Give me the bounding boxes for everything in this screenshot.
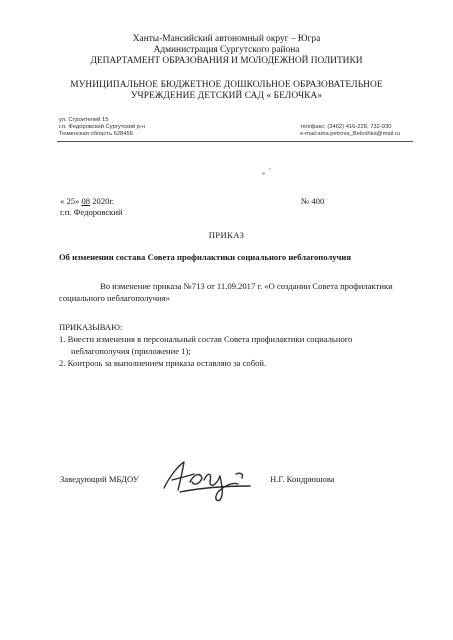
order-place: г.п. Федоровский (60, 207, 123, 217)
order-item-1-line1: 1. Внести изменения в персональный состав Совета профилактики социального (59, 334, 353, 344)
date-day: 25 (66, 196, 76, 206)
order-number: № 400 (301, 196, 325, 206)
header-department: ДЕПАРТАМЕНТ ОБРАЗОВАНИЯ И МОЛОДЕЖНОЙ ПОЛИТИКИ (90, 56, 363, 66)
order-command: ПРИКАЗЫВАЮ: (59, 322, 123, 332)
order-item-2: 2. Контроль за выполнением приказа оставляю за собой. (59, 358, 267, 368)
address-street: ул. Строителей 15 (59, 117, 109, 123)
address-town: г.п. Федоровский Сургутский р-н (59, 124, 146, 130)
contact-phone: тел/факс: (3462) 416-228, 732-930 (300, 124, 392, 130)
date-quote-close: » (75, 196, 80, 206)
order-title: ПРИКАЗ (208, 230, 245, 240)
date-month: 08 (81, 196, 91, 206)
scan-speck (269, 168, 271, 170)
header-administration: Администрация Сургутского района (153, 45, 300, 55)
preamble-line1: Во изменение приказа №713 от 11.09.2017 г. «О создании Совета профилактики (100, 281, 393, 291)
org-name-line1: МУНИЦИПАЛЬНОЕ БЮДЖЕТНОЕ ДОШКОЛЬНОЕ ОБРАЗОВАТЕЛЬНОЕ (70, 80, 383, 90)
scan-speck (262, 172, 265, 175)
address-region: Тюменская область 628456 (59, 131, 133, 137)
signature-position: Заведующий МБДОУ (60, 474, 139, 484)
preamble-line2: социального неблагополучия» (59, 293, 170, 303)
handwritten-signature (150, 452, 260, 502)
header-divider (57, 141, 413, 142)
order-subject: Об изменении состава Совета профилактики социального неблагополучия (59, 252, 352, 262)
date-year: 2020г. (92, 196, 115, 206)
order-date (60, 196, 114, 206)
header-region: Ханты-Мансийский автономный округ – Югра (132, 34, 321, 44)
org-name-line2: УЧРЕЖДЕНИЕ ДЕТСКИЙ САД « БЕЛОЧКА» (130, 91, 323, 101)
signature-name: Н.Г. Кондрюшова (270, 474, 335, 484)
order-item-1-line2: неблагополучия (приложение 1); (71, 346, 191, 356)
contact-email: e-mail:ama.petrova_Beloshka@mail.ru (300, 131, 400, 137)
date-quote-open: « (60, 196, 65, 206)
